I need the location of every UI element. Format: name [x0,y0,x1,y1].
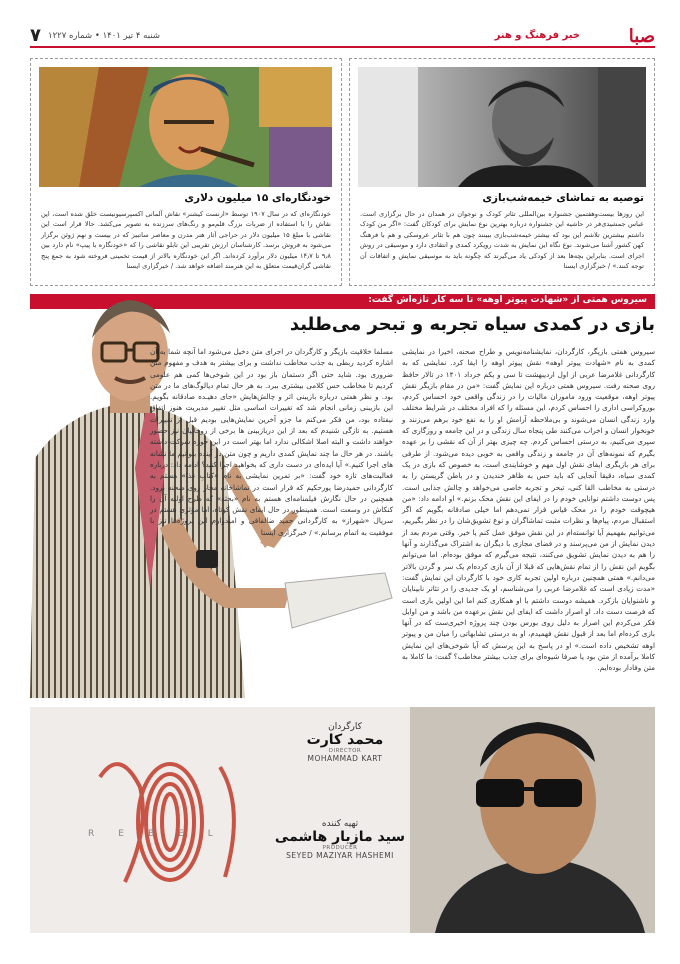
director-en-role: DIRECTOR [328,748,362,754]
article-headline: بازی در کمدی سیاه تجربه و تبحر می‌طلبد [289,314,655,335]
news-box-puppet-show [349,58,655,286]
article-kicker: سیروس همتی از «شهادت پیوتر اوهه» تا سه کار تازه‌اش گفت: [368,295,647,305]
producer-role: تهیه کننده [321,819,359,829]
section-title: خبر فرهنگ و هنر [494,30,580,41]
box-title: توصیه به تماشای خیمه‌شب‌بازی [482,192,644,204]
producer-name: سید مازیار هاشمی [274,829,406,845]
poster-watermark: REBEL [88,829,237,839]
box-text: خودنگاره‌ای که در سال ۱۹۰۷ توسط «ارنست کیشنر» نقاش آلمانی اکسپرسیونیست خلق شده است، این نقاش را با استفاده از ضربات بزرگ قلم‌مو و رنگ‌های سرزنده به تصویر می‌کشد. حالا قرار است این نقاشی با مبلغ ۱۵ میلیون دلار در حراجی آثار هنر مدرن و معاصر ساتبیز که در بیست و نهم ژوئن برگزار می‌شود به فروش برسد. کارشناسان ارزش تقریبی این تابلو نقاشی را که «خودنگاره با پیپ» نام دارد بین ۹٫۸ تا ۱۴٫۷ میلیون دلار برآورد کرده‌اند. اگر این خودنگاره بالاتر از قیمت تخمینی فروخته شود به جمع پنج نقاشی گران‌قیمت متعلق به این هنرمند اضافه خواهد شد. / خبرگزاری ایسنا [41,210,331,271]
producer-en-name: SEYED MAZIYAR HASHEMI [286,851,394,860]
newspaper-logo: صبا [628,26,655,47]
producer-credit [265,819,415,860]
man-portrait-photo [358,67,646,187]
director-name: محمد کارت [306,732,384,748]
issue-info: شنبه ۴ تیر ۱۴۰۱ • شماره ۱۲۲۷ [48,31,160,41]
producer-en-role: PRODUCER [322,845,358,851]
page-number: ۷ [30,25,41,46]
director-en-name: MOHAMMAD KART [307,754,383,763]
article-column-middle: مسلما خلاقیت بازیگر و کارگردان در اجرای متن دخیل می‌شود اما آنچه شما به آن اشاره کردید ربطی به جذب مخاطب نداشت و برای بیشتر به هدف و مفهوم متن ضروری بود. شاید حتی اگر دستمان باز بود در این شوخی‌ها کمی هم علومی کردیم تا مخاطب حس کلامی بیشتری ببرد. به هر حال تمام دیالوگ‌های ما در متن بود. و نظر همتی درباره بازیبنی اثر و چالش‌هایش «جای دهیـده صادقانه بگویم. این بازیبنی زمانی انجام شد که تغییرات اساسی مثل تغییر مدیریت هنوز اتفاق نیفتاده بود، من فکر می‌کنم ما جزو آخرین نمایش‌هایی بودیم قبل از تغییرات هستیم. به تازگی شنیدم که بعد از این دربازبینی ها برخی از روحانیان نیز حضور خواهند داشت و البته اصلا اشکالی ندارد اما بهتر است در این حوزه شرکت داشته باشند. در هر حال ما چند نمایش کمدی داریم و چون متن در آینده بتوانیم ما نشانه های اجرا کنیم.» آیا ایده‌ای در دست داری که بخواهید اجرا کنید؟ ادامه داد: درباره فعالیت‌های تازه خود گفت: «بر تمرین نمایشی به نام «کتابِ غذا» هستم به کارگردانی حمیدرضا پورحکیم که قرار است در تماشاخانه مجاز روی صحنه برود. همچنین در حال نگارش فیلمنامه‌ای هستم به نام «بحثه» که طرح اولیه آن را کنکاش در وسعت است. همینطور در حال ایفای نقش کوتاه، اما مؤثری هستم در سریال «شهراز» به کارگردانی حمید ضالفاقی و امیدوارم این پروژه‌ها نیز با موفقیت به اتمام برسانم.» / خبرگزاری ایسنا [150,347,393,537]
director-credit [285,722,405,763]
page-header [30,26,655,48]
article-column-right: سیروس همتی بازیگر، کارگردان، نمایشنامه‌نویس و طراح صحنه، اخیرا در نمایشی کمدی به نام «شهادت پیوتر اوهه» نقش پیوتر اوهه را ایفا کرد. نمایشی که به کارگردانی غلامرضا عربی از اول اردیبهشت تا سی و یکم خرداد ۱۴۰۱ در تالار حافظ روی صحنه رفت. سیروس همتی درباره این نمایش گفت: «من در مقام بازیگر نقش پیوتر اوهه، موقعیت ورود ماموران مالیات را در زندگی واقعی خود احساس کردم، بوروکراسی اداری را احساس کردم، این مسئله را که افراد مختلف در شرایط مختلف وارد زندگی انسان می‌شوند و بی‌ملاحظه آرامش او را به نفع خود برهم می‌زنند و خونخوار انسان و اخراب می‌کنند طی پنجاه سال زندگی و در این جامعه و روزگاری که سپری می‌کنیم، به درستی احساس کردم. چه چیزی بهتر از آن که نقشی را بر عهده بگیرم که نمونه‌های آن در جامعه و زندگی واقعی به خوبی دیده می‌شود. از طرفی برای هر بازیگری ایفای نقش اول مهم و خوشایندی است، به خصوص که بازی در یک کمدی سیاه، دقیقا آنجایی که باید حس به ظاهر خندیدن و در باطن گریستن را به درستی به مخاطب القا کنی، تبحر و تجربه خاصی می‌خواهد و چالش جذابی است. پس دوست داشتم توانایی خودم را در ایفای این نقش محک بزنم.» او ادامه داد: «من هیچوقت خودم را در محک قیاس قرار نمی‌دهم اما خیلی صادقانه بگویم که اگر استقبال مردم، پیام‌ها و نظرات مثبت تماشاگران و نوع تشویق‌شان را در نظر بگیریم، می‌توانیم بفهمیم آیا توانسته‌ام در این نقش موفق عمل کنم یا خیر. وقتی مردم بعد از دیدن نمایش از من می‌پرسند و در فضای مجازی با دیگران به اشتراک می‌گذارند و آنها را هم به دیدن نمایش تشویق می‌کنند، نتیجه می‌گیرم که موفق بوده‌ام. اما می‌توانم بگویم این نقش را از تمام نقش‌هایی که قبلا از آن بازی کرده‌ام یک سر و گردن بالاتر می‌دانم.» همتی همچنین درباره اولین تجربه کاری خود با کارگردان این نمایش گفت: «مدت زیادی است که غلامرضا عربی را می‌شناسم، او یک جدیدی را در تئاتر نابینایان و ناشنوایان بازکرد. همیشه دوست داشتم با او همکاری کنم اما این اولین باری است که فرصت دست داد. او اصرار داشت که ایفای این نقش برعهده من باشد و من اوایل فکر می‌کردم این اصرار به دلیل روی بورس بودن چند پروژه اخیری‌ست که در آنها بازی کرده‌ام اما بعد از قبول نقش فهمیدم، او به درستی تشابهاتی را میان من و پیوتر اوهه تشخیص داده است.» او در پاسخ به این پرسش که آیا شوخی‌های این نمایش کاملا برآمده از متن بود یا صرفا شیوه‌ای برای جذب بیشتر مخاطب؟ گفت: ما کاملا به متن وفادار بوده‌ایم. [402,347,655,673]
box-title: خودنگاره‌ای ۱۵ میلیون دلاری [184,192,331,204]
director-role: کارگردان [328,722,362,732]
movie-poster-ad [30,707,655,933]
painting-photo [39,67,332,187]
box-text: این روزها بیست‌وهفتمین جشنواره بین‌المللی تئاتر کودک و نوجوان در همدان در حال برگزاری است. عباس جمشیدی‌فر در حاشیه این جشنواره درباره بهترین نوع نمایش برای کودکان گفت: «اگر من کودک داشتم بیشترین تلاشم این بود که بیشتر خیمه‌شب‌بازی ببینند چون هم با تئاتر عروسکی و هم با فرهنگ کهن کشور آشنا می‌شوند. نوع نگاه این نمایش به شدت رو‌یکرد کمدی و انتقادی دارد و موسیقی در روش اجرای است. بنابراین بچه‌ها بعد از کودکی یاد می‌گیرند که چگونه باید به موسیقی نمایش و اتفاقات آن توجه کنند.» / خبرگزاری ایسنا [360,210,644,271]
news-box-self-portrait [30,58,342,286]
